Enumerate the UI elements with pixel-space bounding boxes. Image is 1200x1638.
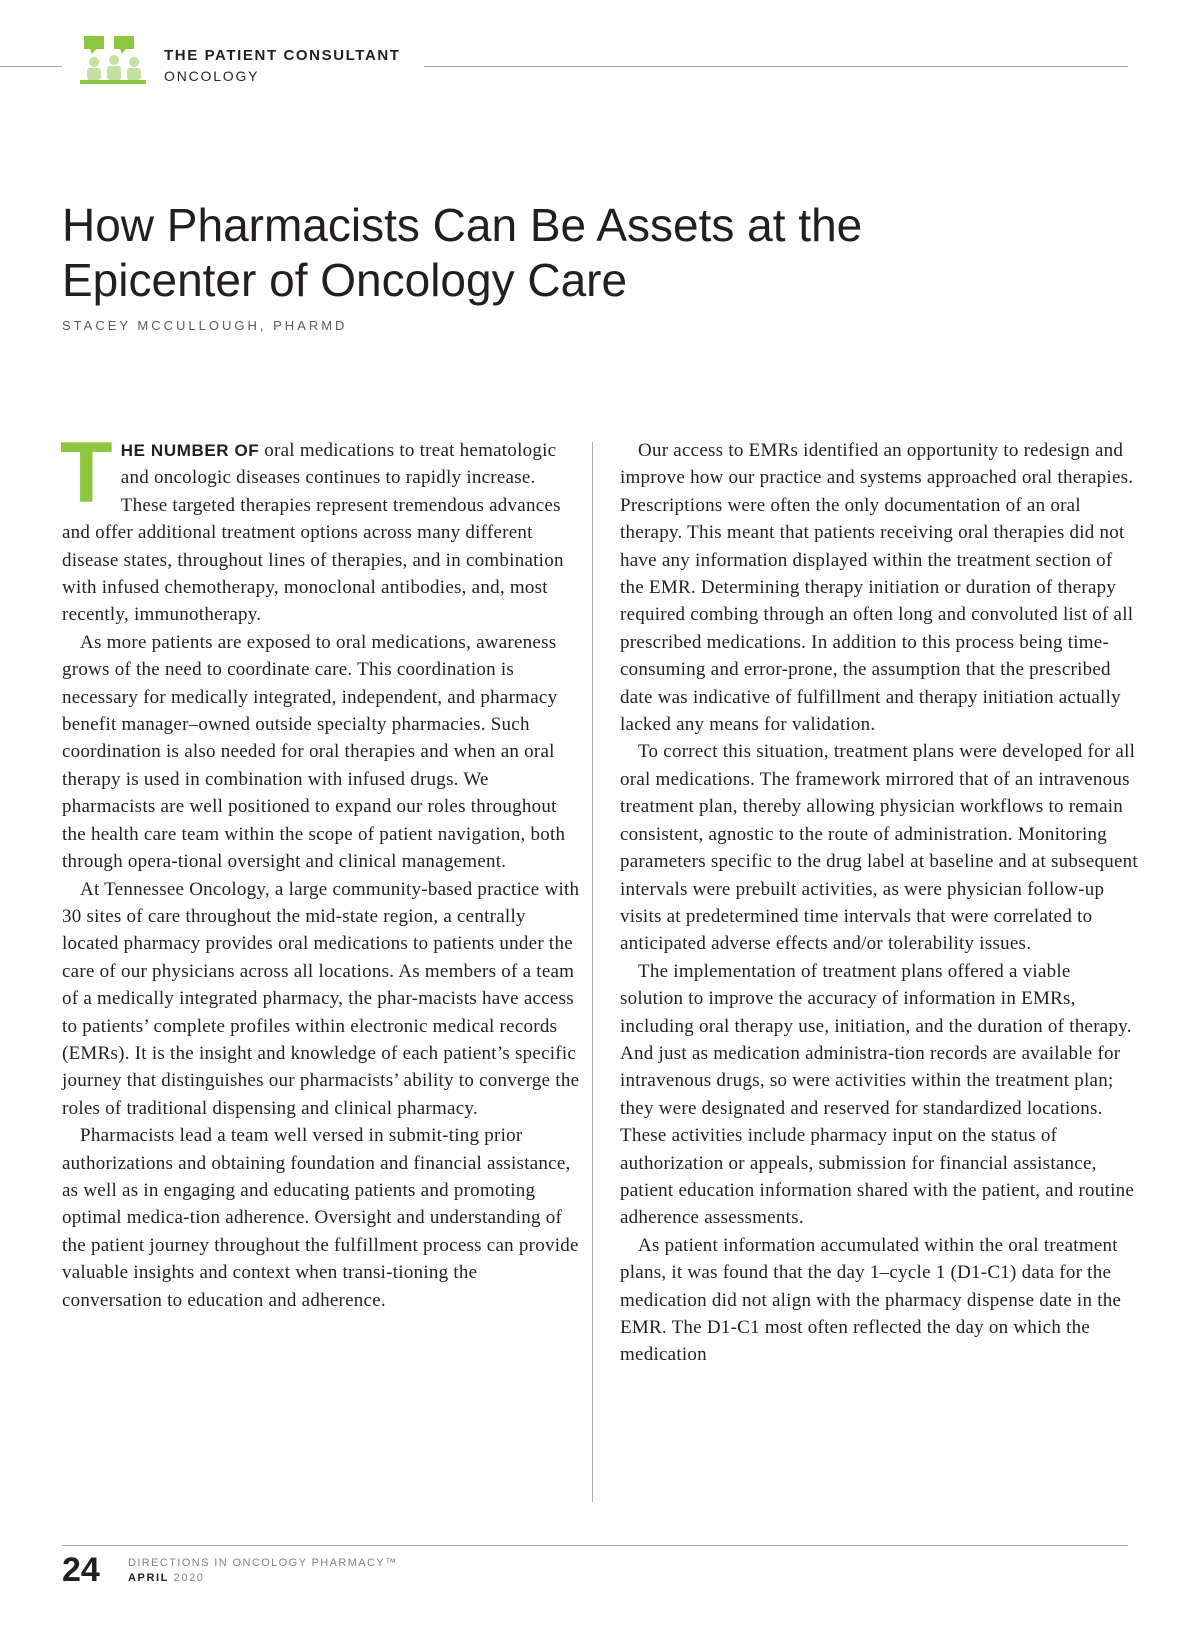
article-title-line-2: Epicenter of Oncology Care	[62, 254, 628, 306]
page-number: 24	[62, 1551, 100, 1589]
paragraph-3: At Tennessee Oncology, a large community-based practice with 30 sites of care throughout the mid-state region, a centrally located pharmacy provides oral medications to patients under the care of our physicians across all locations. As members of a team of a medically integrated pharmacy, the phar-macists have access to patients’ complete profiles within electronic medical records (EMRs). It is the insight and knowledge of each patient’s specific journey that distinguishes our pharmacists’ ability to converge the roles of traditional dispensing and clinical pharmacy.	[62, 878, 580, 1119]
article-column-left	[60, 425, 580, 1314]
article-byline: STACEY MCCULLOUGH, PHARMD	[62, 318, 348, 333]
paragraph-4: Pharmacists lead a team well versed in submit-ting prior authorizations and obtaining foundation and financial assistance, as well as in engaging and educating patients and promoting optimal medica-tion adherence. Oversight and understanding of the patient journey throughout the fulfillment process can provide valuable insights and context when transi-tioning the conversation to education and adherence.	[62, 1125, 579, 1311]
patient-consultant-logo-icon	[78, 36, 150, 88]
footer-rule	[62, 1545, 1128, 1546]
header-rule-right	[424, 66, 1128, 67]
section-subtitle: ONCOLOGY	[164, 68, 260, 84]
section-title: THE PATIENT CONSULTANT	[164, 47, 401, 64]
column-divider	[592, 442, 593, 1502]
paragraph-5: Our access to EMRs identified an opportunity to redesign and improve how our practice and systems approached oral therapies. Prescriptions were often the only documentation of an oral therapy. This meant that patients receiving oral therapies did not have any information displayed within the treatment section of the EMR. Determining therapy initiation or duration of therapy required combing through an often long and convoluted list of all prescribed medications. In addition to this process being time-consuming and error-prone, the assumption that the prescribed date was indicative of fulfillment and therapy initiation actually lacked any means for validation.	[620, 440, 1134, 736]
paragraph-7: The implementation of treatment plans offered a viable solution to improve the accuracy of information in EMRs, including oral therapy use, initiation, and the duration of therapy. And just as medication administra-tion records are available for intravenous drugs, so were activities within the treatment plan; they were designated and reserved for standardized locations. These activities include pharmacy input on the status of authorization or appeals, submission for financial assistance, patient education information shared with the patient, and routine adherence assessments.	[620, 960, 1135, 1229]
paragraph-1	[60, 425, 580, 629]
paragraph-2: As more patients are exposed to oral medications, awareness grows of the need to coordinate care. This coordination is necessary for medically integrated, independent, and pharmacy benefit manager–owned outside specialty pharmacies. Such coordination is also needed for oral therapies and when an oral therapy is used in combination with infused drugs. We pharmacists are well positioned to expand our roles throughout the health care team within the scope of patient navigation, both through opera-tional oversight and clinical management.	[62, 631, 566, 873]
section-header	[164, 46, 401, 86]
paragraph-6: To correct this situation, treatment plans were developed for all oral medications. The framework mirrored that of an intravenous treatment plan, thereby allowing physician workflows to remain consistent, agnostic to the route of administration. Monitoring parameters specific to the drug label at baseline and at subsequent intervals were prebuilt activities, as were physician follow-up visits at predetermined time intervals that were correlated to anticipated adverse effects and/or tolerability issues.	[620, 741, 1138, 955]
paragraph-1-text: oral medications to treat hematologic and oncologic diseases continues to rapidly increase. These targeted therapies represent tremendous advances and offer additional treatment options across many different disease states, throughout lines of therapies, and in combination with infused chemotherapy, monoclonal antibodies, and, most recently, immunotherapy.	[62, 440, 564, 626]
publication-name: DIRECTIONS IN ONCOLOGY PHARMACY™	[128, 1557, 398, 1569]
publication-year: 2020	[173, 1572, 205, 1584]
article-title-line-1: How Pharmacists Can Be Assets at the	[62, 199, 863, 251]
publication-date	[128, 1570, 398, 1586]
lead-in: HE NUMBER OF	[120, 441, 260, 460]
article-column-right	[620, 437, 1138, 1369]
article-title	[62, 198, 1062, 308]
header-rule-left	[0, 66, 62, 67]
paragraph-8: As patient information accumulated within the oral treatment plans, it was found that the day 1–cycle 1 (D1-C1) data for the medication did not align with the pharmacy dispense date in the EMR. The D1-C1 most often reflected the day on which the medication	[620, 1234, 1122, 1366]
publication-month: APRIL	[128, 1572, 169, 1584]
publication-info	[128, 1556, 398, 1586]
drop-cap: T	[60, 425, 113, 521]
